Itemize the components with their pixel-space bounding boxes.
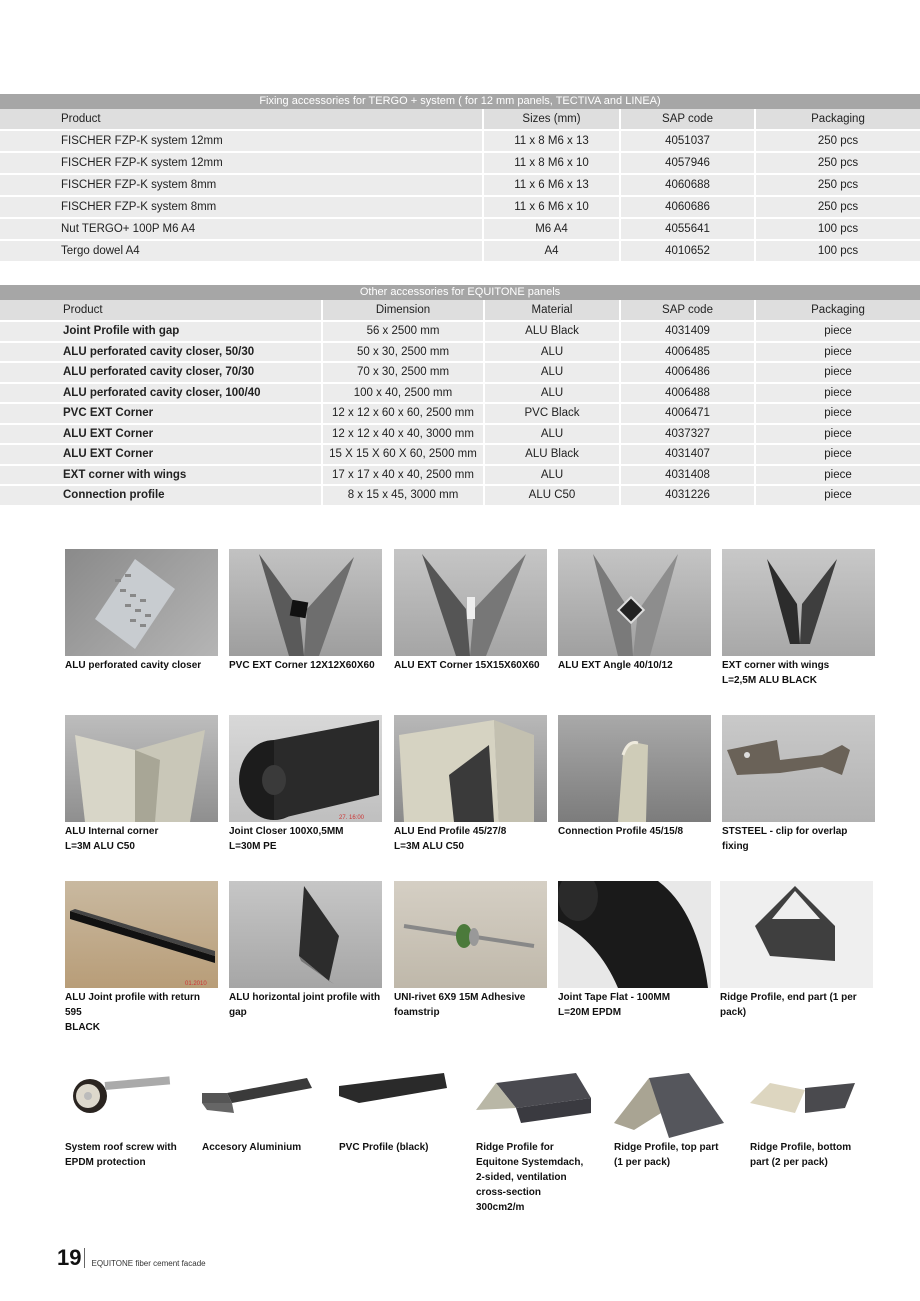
tile-caption: Ridge Profile, end part (1 per pack) — [720, 992, 857, 1018]
tile-caption: ALU perforated cavity closer — [65, 660, 202, 671]
table-row — [0, 241, 920, 263]
alu-corner-photo-icon — [394, 549, 547, 656]
tile-caption: EXT corner with wings L=2,5M ALU BLACK — [722, 660, 830, 686]
col-header-sap: SAP code — [619, 300, 754, 320]
col-header-dimension: Dimension — [321, 300, 483, 320]
svg-text:01.2010: 01.2010 — [185, 981, 207, 987]
table-row — [0, 343, 920, 364]
cell-dimension: 100 x 40, 2500 mm — [321, 384, 483, 403]
cell-sap: 4010652 — [619, 241, 754, 261]
product-tile — [65, 881, 218, 1035]
cell-packaging: 100 pcs — [754, 241, 920, 261]
cell-sap: 4006471 — [619, 404, 754, 423]
cell-product: Nut TERGO+ 100P M6 A4 — [61, 223, 196, 235]
roof-caption: Ridge Profile, bottom part (2 per pack) — [750, 1142, 852, 1168]
page-footer — [57, 1247, 206, 1269]
cell-size: 11 x 6 M6 x 10 — [482, 197, 619, 217]
cell-packaging: 250 pcs — [754, 197, 920, 217]
connection-profile-photo-icon — [558, 715, 711, 822]
cell-material: ALU — [483, 425, 619, 444]
table-header-row — [0, 300, 920, 322]
pvc-profile-photo-icon — [339, 1068, 464, 1138]
cell-product: Tergo dowel A4 — [61, 245, 140, 257]
product-tile — [229, 715, 382, 854]
cell-sap: 4060686 — [619, 197, 754, 217]
cell-product: FISCHER FZP-K system 8mm — [61, 201, 217, 213]
cell-product: ALU perforated cavity closer, 70/30 — [63, 366, 255, 378]
cell-packaging: piece — [754, 486, 920, 505]
cell-material: PVC Black — [483, 404, 619, 423]
product-tile — [65, 715, 218, 854]
internal-corner-photo-icon — [65, 715, 218, 822]
cell-sap: 4031409 — [619, 322, 754, 341]
footer-divider — [84, 1248, 85, 1268]
cell-material: ALU C50 — [483, 486, 619, 505]
table-row — [0, 445, 920, 466]
roof-screw-photo-icon — [65, 1068, 190, 1138]
col-header-product: Product — [63, 304, 103, 316]
cell-sap: 4006485 — [619, 343, 754, 362]
col-header-sap: SAP code — [619, 109, 754, 129]
roof-product — [65, 1068, 190, 1170]
cell-packaging: piece — [754, 384, 920, 403]
ridge-bottom-photo-icon — [750, 1068, 875, 1138]
cell-product: PVC EXT Corner — [63, 407, 154, 419]
cell-product: Joint Profile with gap — [63, 325, 180, 337]
cell-dimension: 50 x 30, 2500 mm — [321, 343, 483, 362]
tile-caption: STSTEEL - clip for overlap fixing — [722, 826, 848, 852]
svg-text:27. 16:00: 27. 16:00 — [339, 815, 365, 821]
tile-caption: ALU horizontal joint profile with gap — [229, 992, 381, 1018]
roof-product — [750, 1068, 875, 1170]
table-row — [0, 384, 920, 405]
cell-sap: 4006486 — [619, 363, 754, 382]
table-row — [0, 197, 920, 219]
table-row — [0, 486, 920, 507]
cell-product: Connection profile — [63, 489, 165, 501]
table-header-row — [0, 109, 920, 131]
tile-caption: Joint Closer 100X0,5MM L=30M PE — [229, 826, 344, 852]
col-header-sizes: Sizes (mm) — [482, 109, 619, 129]
accessory-aluminium-photo-icon — [202, 1068, 327, 1138]
product-tile — [558, 549, 711, 673]
table-row — [0, 175, 920, 197]
steel-clip-photo-icon — [722, 715, 875, 822]
roof-product — [476, 1068, 601, 1215]
tile-caption: ALU EXT Angle 40/10/12 — [558, 660, 673, 671]
cell-size: A4 — [482, 241, 619, 261]
joint-profile-return-photo-icon — [65, 881, 218, 988]
product-tile — [65, 549, 218, 673]
cell-product: ALU EXT Corner — [63, 427, 154, 440]
cell-dimension: 12 x 12 x 60 x 60, 2500 mm — [321, 404, 483, 423]
cell-size: 11 x 8 M6 x 13 — [482, 131, 619, 151]
cell-sap: 4037327 — [619, 425, 754, 444]
cell-material: ALU — [483, 363, 619, 382]
publication-title: EQUITONE fiber cement facade — [91, 1259, 206, 1268]
cell-packaging: piece — [754, 425, 920, 444]
cell-product: EXT corner with wings — [63, 468, 187, 481]
table-row — [0, 153, 920, 175]
cell-sap: 4031408 — [619, 466, 754, 485]
cell-size: 11 x 8 M6 x 10 — [482, 153, 619, 173]
cell-dimension: 8 x 15 x 45, 3000 mm — [321, 486, 483, 505]
cell-packaging: 100 pcs — [754, 219, 920, 239]
table-row — [0, 466, 920, 487]
cell-packaging: 250 pcs — [754, 131, 920, 151]
cell-size: 11 x 6 M6 x 13 — [482, 175, 619, 195]
tile-caption: ALU Internal corner L=3M ALU C50 — [65, 826, 159, 852]
tile-caption: PVC EXT Corner 12X12X60X60 — [229, 660, 375, 671]
cell-dimension: 56 x 2500 mm — [321, 322, 483, 341]
roof-caption: System roof screw with EPDM protection — [65, 1142, 177, 1168]
tile-caption: Joint Tape Flat - 100MM L=20M EPDM — [558, 992, 671, 1018]
cell-packaging: piece — [754, 322, 920, 341]
product-tile — [394, 715, 547, 854]
rivet-photo-icon — [394, 881, 547, 988]
cell-size: M6 A4 — [482, 219, 619, 239]
cell-sap: 4051037 — [619, 131, 754, 151]
table-row — [0, 131, 920, 153]
joint-closer-photo-icon — [229, 715, 382, 822]
tile-caption: UNI-rivet 6X9 15M Adhesive foamstrip — [394, 992, 526, 1018]
cell-packaging: 250 pcs — [754, 153, 920, 173]
other-accessories-table — [0, 285, 920, 507]
product-tile — [229, 881, 382, 1020]
pvc-corner-photo-icon — [229, 549, 382, 656]
cell-sap: 4060688 — [619, 175, 754, 195]
fixing-accessories-table — [0, 94, 920, 263]
cell-dimension: 12 x 12 x 40 x 40, 3000 mm — [321, 425, 483, 444]
cell-sap: 4057946 — [619, 153, 754, 173]
table-row — [0, 404, 920, 425]
cell-material: ALU Black — [483, 445, 619, 464]
cell-product: ALU perforated cavity closer, 50/30 — [63, 345, 255, 358]
product-tile — [394, 549, 547, 673]
table-row — [0, 425, 920, 446]
col-header-packaging: Packaging — [754, 109, 920, 129]
tile-caption: ALU End Profile 45/27/8 L=3M ALU C50 — [394, 826, 507, 852]
roof-caption: PVC Profile (black) — [339, 1142, 429, 1153]
cell-packaging: 250 pcs — [754, 175, 920, 195]
product-tile — [720, 881, 873, 1020]
product-tile — [394, 881, 547, 1020]
table-row — [0, 219, 920, 241]
tile-caption: ALU EXT Corner 15X15X60X60 — [394, 660, 540, 671]
cell-material: ALU — [483, 343, 619, 362]
product-tile — [558, 881, 711, 1020]
cell-packaging: piece — [754, 404, 920, 423]
roof-caption: Ridge Profile for Equitone Systemdach, 2-sided, ventilation cross-section 300cm2/m — [476, 1142, 584, 1213]
tile-caption: ALU Joint profile with return 595 BLACK — [65, 992, 200, 1033]
cell-sap: 4031407 — [619, 445, 754, 464]
end-profile-photo-icon — [394, 715, 547, 822]
table-title: Fixing accessories for TERGO + system ( for 12 mm panels, TECTIVA and LINEA) — [0, 94, 920, 109]
cell-dimension: 17 x 17 x 40 x 40, 2500 mm — [321, 466, 483, 485]
roof-caption: Ridge Profile, top part (1 per pack) — [614, 1142, 719, 1168]
ridge-end-photo-icon — [720, 881, 873, 988]
cell-sap: 4006488 — [619, 384, 754, 403]
cell-material: ALU Black — [483, 322, 619, 341]
cell-material: ALU — [483, 384, 619, 403]
cell-sap: 4031226 — [619, 486, 754, 505]
table-row — [0, 363, 920, 384]
cell-product: FISCHER FZP-K system 12mm — [61, 135, 223, 147]
col-header-material: Material — [483, 300, 619, 320]
joint-tape-photo-icon — [558, 881, 711, 988]
product-tile — [722, 549, 875, 688]
col-header-packaging: Packaging — [754, 300, 920, 320]
cell-product: FISCHER FZP-K system 12mm — [61, 157, 223, 169]
ridge-profile-photo-icon — [476, 1068, 601, 1138]
cell-packaging: piece — [754, 363, 920, 382]
cell-material: ALU — [483, 466, 619, 485]
product-tile — [229, 549, 382, 673]
ridge-top-photo-icon — [614, 1068, 739, 1138]
cell-product: ALU EXT Corner — [63, 448, 154, 460]
cell-product: ALU perforated cavity closer, 100/40 — [63, 386, 261, 399]
roof-product — [339, 1068, 464, 1155]
roof-product — [202, 1068, 327, 1155]
alu-angle-photo-icon — [558, 549, 711, 656]
roof-caption: Accesory Aluminium — [202, 1142, 302, 1153]
cell-product: FISCHER FZP-K system 8mm — [61, 179, 217, 191]
cell-packaging: piece — [754, 343, 920, 362]
product-tile — [558, 715, 711, 839]
horizontal-joint-photo-icon — [229, 881, 382, 988]
roof-product — [614, 1068, 739, 1170]
tile-caption: Connection Profile 45/15/8 — [558, 826, 684, 837]
cell-sap: 4055641 — [619, 219, 754, 239]
cell-dimension: 15 X 15 X 60 X 60, 2500 mm — [321, 445, 483, 464]
cell-packaging: piece — [754, 445, 920, 464]
table-row — [0, 322, 920, 343]
cell-dimension: 70 x 30, 2500 mm — [321, 363, 483, 382]
product-tile — [722, 715, 875, 854]
page-number: 19 — [57, 1245, 82, 1270]
perforated-closer-photo-icon — [65, 549, 218, 656]
table-title: Other accessories for EQUITONE panels — [0, 285, 920, 300]
col-header-product: Product — [61, 113, 101, 125]
cell-packaging: piece — [754, 466, 920, 485]
corner-wings-photo-icon — [722, 549, 875, 656]
